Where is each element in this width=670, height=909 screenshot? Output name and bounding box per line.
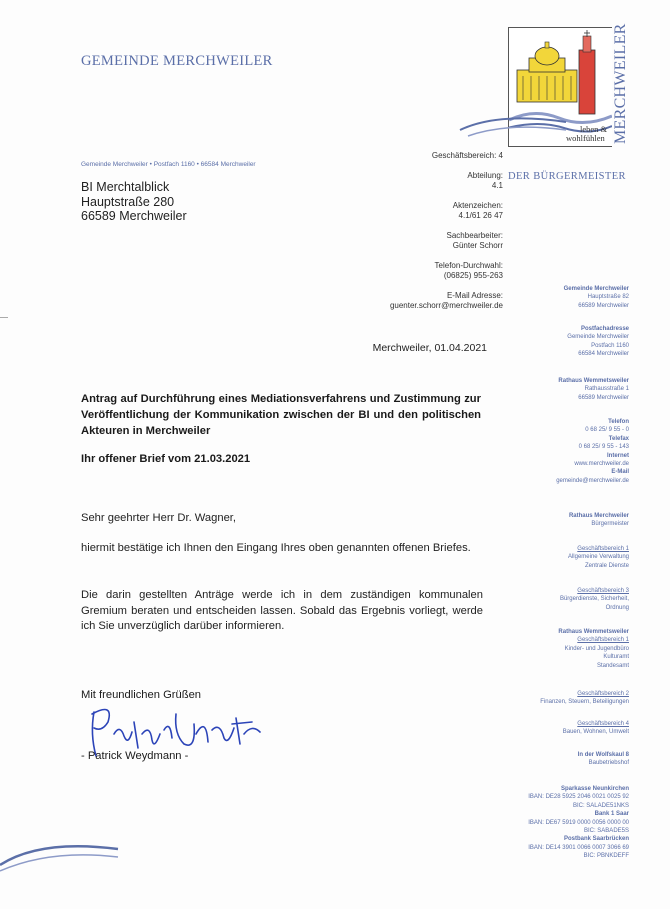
sidebar-s12-title: Sparkasse Neunkirchen	[560, 786, 629, 792]
sidebar-gb4	[520, 720, 629, 737]
header-swoosh-icon	[458, 100, 568, 140]
sidebar-s2-line2: Postfach 1160	[591, 342, 629, 349]
sidebar-contact	[520, 418, 629, 485]
logo-vertical-label: MERCHWEILER	[612, 23, 629, 144]
meta-abteilung	[467, 171, 503, 190]
sidebar-s2-line3: 66584 Merchweiler	[578, 351, 629, 358]
sidebar-s7-title: Geschäftsbereich 3	[577, 588, 629, 594]
sidebar-telefax-value: 0 68 25/ 9 55 - 143	[578, 444, 629, 451]
email-value: guenter.schorr@merchweiler.de	[389, 300, 503, 310]
sachbearbeiter-label: Sachbearbeiter:	[446, 231, 503, 240]
sidebar-s8-line2: Kulturamt	[603, 654, 629, 661]
sidebar-s13-line2: BIC: SABADE5S	[583, 828, 629, 835]
sidebar-s10-title: Geschäftsbereich 4	[577, 721, 629, 727]
sidebar-s11-line1: Baubetriebshof	[588, 760, 629, 767]
sidebar-email-value: gemeinde@merchweiler.de	[556, 477, 629, 484]
footer-swoosh-icon	[0, 835, 120, 875]
sidebar-s12-line1: IBAN: DE28 5925 2046 0021 0025 92	[528, 794, 629, 801]
fold-mark	[0, 317, 8, 318]
email-label: E-Mail Adresse:	[446, 291, 503, 300]
tagline-line2: wohlfühlen	[566, 133, 605, 143]
sidebar-wolfskaul	[520, 751, 629, 768]
recipient-address	[81, 180, 187, 224]
sidebar-gb3	[520, 587, 629, 612]
sidebar-rathaus-wemmetsweiler	[520, 377, 629, 402]
sidebar-s2-title: Postfachadresse	[580, 326, 629, 332]
sidebar-s2-line1: Gemeinde Merchweiler	[567, 334, 629, 341]
sidebar-s7-line1: Bürgerdienste, Sicherheit,	[559, 596, 629, 603]
sidebar-s13-title: Bank 1 Saar	[594, 811, 629, 818]
aktenzeichen-label: Aktenzeichen:	[452, 201, 503, 210]
sidebar-s11-title: In der Wolfskaul 8	[577, 752, 629, 758]
sachbearbeiter-value: Günter Schorr	[452, 240, 503, 250]
recipient-line2: Hauptstraße 280	[81, 194, 175, 209]
telefon-value: (06825) 955-263	[443, 270, 503, 280]
letter-date: Merchweiler, 01.04.2021	[372, 342, 487, 354]
sidebar-s9-title: Geschäftsbereich 2	[577, 691, 629, 697]
logo-tagline	[566, 125, 607, 143]
sidebar-postfach	[520, 325, 629, 359]
sidebar-s14-line1: IBAN: DE14 3901 0066 0007 3066 69	[528, 844, 629, 851]
meta-telefon	[435, 261, 503, 280]
abteilung-value: 4.1	[491, 180, 503, 190]
sidebar-s6-line2: Zentrale Dienste	[584, 562, 629, 569]
sidebar-telefax-label: Telefax	[608, 435, 629, 442]
sidebar-s8-line1: Kinder- und Jugendbüro	[564, 645, 629, 652]
sidebar-s8-sub: Geschäftsbereich 1	[577, 637, 629, 644]
letter-closing: Mit freundlichen Grüßen	[81, 689, 202, 701]
abteilung-label: Abteilung:	[467, 171, 503, 180]
letter-subject: Antrag auf Durchführung eines Mediationsverfahrens und Zustimmung zur Veröffentlichung der Kommunikation zwischen der BI und den politischen Akteuren in Merchweiler	[81, 393, 481, 437]
sidebar-s3-line1: Rathausstraße 1	[584, 386, 629, 393]
sidebar-s6-line1: Allgemeine Verwaltung	[567, 554, 629, 561]
sidebar-s9-line1: Finanzen, Steuern, Beteiligungen	[540, 699, 629, 706]
sidebar-s8-line3: Standesamt	[596, 662, 629, 669]
sidebar-s14-title: Postbank Saarbrücken	[563, 836, 629, 843]
sidebar-s13-line1: IBAN: DE67 5919 0000 0056 0000 00	[528, 819, 629, 826]
sidebar-s7-line2: Ordnung	[605, 604, 629, 611]
sidebar-internet-value: www.merchweiler.de	[574, 461, 629, 468]
sidebar-s1-title: Gemeinde Merchweiler	[563, 286, 629, 292]
sidebar-s1-line1: Hauptstraße 82	[587, 294, 629, 301]
telefon-label: Telefon-Durchwahl:	[434, 261, 503, 270]
signer-name: - Patrick Weydmann -	[81, 750, 189, 762]
sidebar-s10-line1: Bauen, Wohnen, Umwelt	[562, 729, 629, 736]
tagline-line1: leben &	[580, 124, 608, 134]
meta-email	[390, 291, 503, 310]
meta-sachbearbeiter	[447, 231, 503, 250]
org-title: GEMEINDE MERCHWEILER	[81, 53, 273, 69]
meta-aktenzeichen	[453, 201, 503, 220]
letter-salutation: Sehr geehrter Herr Dr. Wagner,	[81, 512, 237, 524]
sidebar-gb2	[520, 690, 629, 707]
sidebar-rathaus-merchweiler	[520, 512, 629, 529]
sidebar-telefon-label: Telefon	[608, 419, 629, 425]
recipient-line3: 66589 Merchweiler	[81, 209, 187, 223]
sidebar-telefon-value: 0 68 25/ 9 55 - 0	[585, 427, 629, 434]
sidebar-gb1	[520, 545, 629, 570]
letter-paragraph-1: hiermit bestätige ich Ihnen den Eingang Ihres oben genannten offenen Briefes.	[81, 542, 471, 554]
letter-paragraph-2: Die darin gestellten Anträge werde ich in dem zuständigen kommunalen Gremium beraten und entscheiden lassen. Sobald das Ergebnis vorliegt, werde ich Sie unverzüglich darüber informieren.	[81, 589, 483, 632]
sidebar-s5-title: Rathaus Merchweiler	[568, 513, 629, 519]
sidebar-s14-line2: BIC: PBNKDEFF	[583, 853, 629, 860]
sidebar-s8-title: Rathaus Wemmetsweiler	[558, 629, 629, 635]
sidebar-s1-line2: 66589 Merchweiler	[578, 302, 629, 309]
logo-vertical-text	[609, 22, 631, 146]
sidebar-s5-line1: Bürgermeister	[591, 521, 629, 528]
return-address: Gemeinde Merchweiler • Postfach 1160 • 66584 Merchweiler	[81, 161, 256, 168]
sidebar-gemeinde	[520, 285, 629, 310]
sidebar-email-label: E-Mail	[611, 469, 629, 476]
sidebar-s3-title: Rathaus Wemmetsweiler	[558, 378, 629, 384]
sidebar-s12-line2: BIC: SALADE51NKS	[572, 802, 629, 809]
aktenzeichen-value: 4.1/61 26 47	[458, 210, 503, 220]
sidebar-bank-sparkasse	[520, 785, 629, 861]
sidebar-rathaus-wemmetsweiler-2	[520, 628, 629, 670]
der-buergermeister: DER BÜRGERMEISTER	[508, 171, 626, 182]
letter-reference: Ihr offener Brief vom 21.03.2021	[81, 453, 251, 465]
recipient-line1: BI Merchtalblick	[81, 180, 170, 194]
meta-geschaeftsbereich: Geschäftsbereich: 4	[431, 151, 503, 160]
sidebar-internet-label: Internet	[606, 452, 629, 459]
sidebar-s3-line2: 66589 Merchweiler	[578, 394, 629, 401]
sidebar-s6-title: Geschäftsbereich 1	[577, 546, 629, 552]
